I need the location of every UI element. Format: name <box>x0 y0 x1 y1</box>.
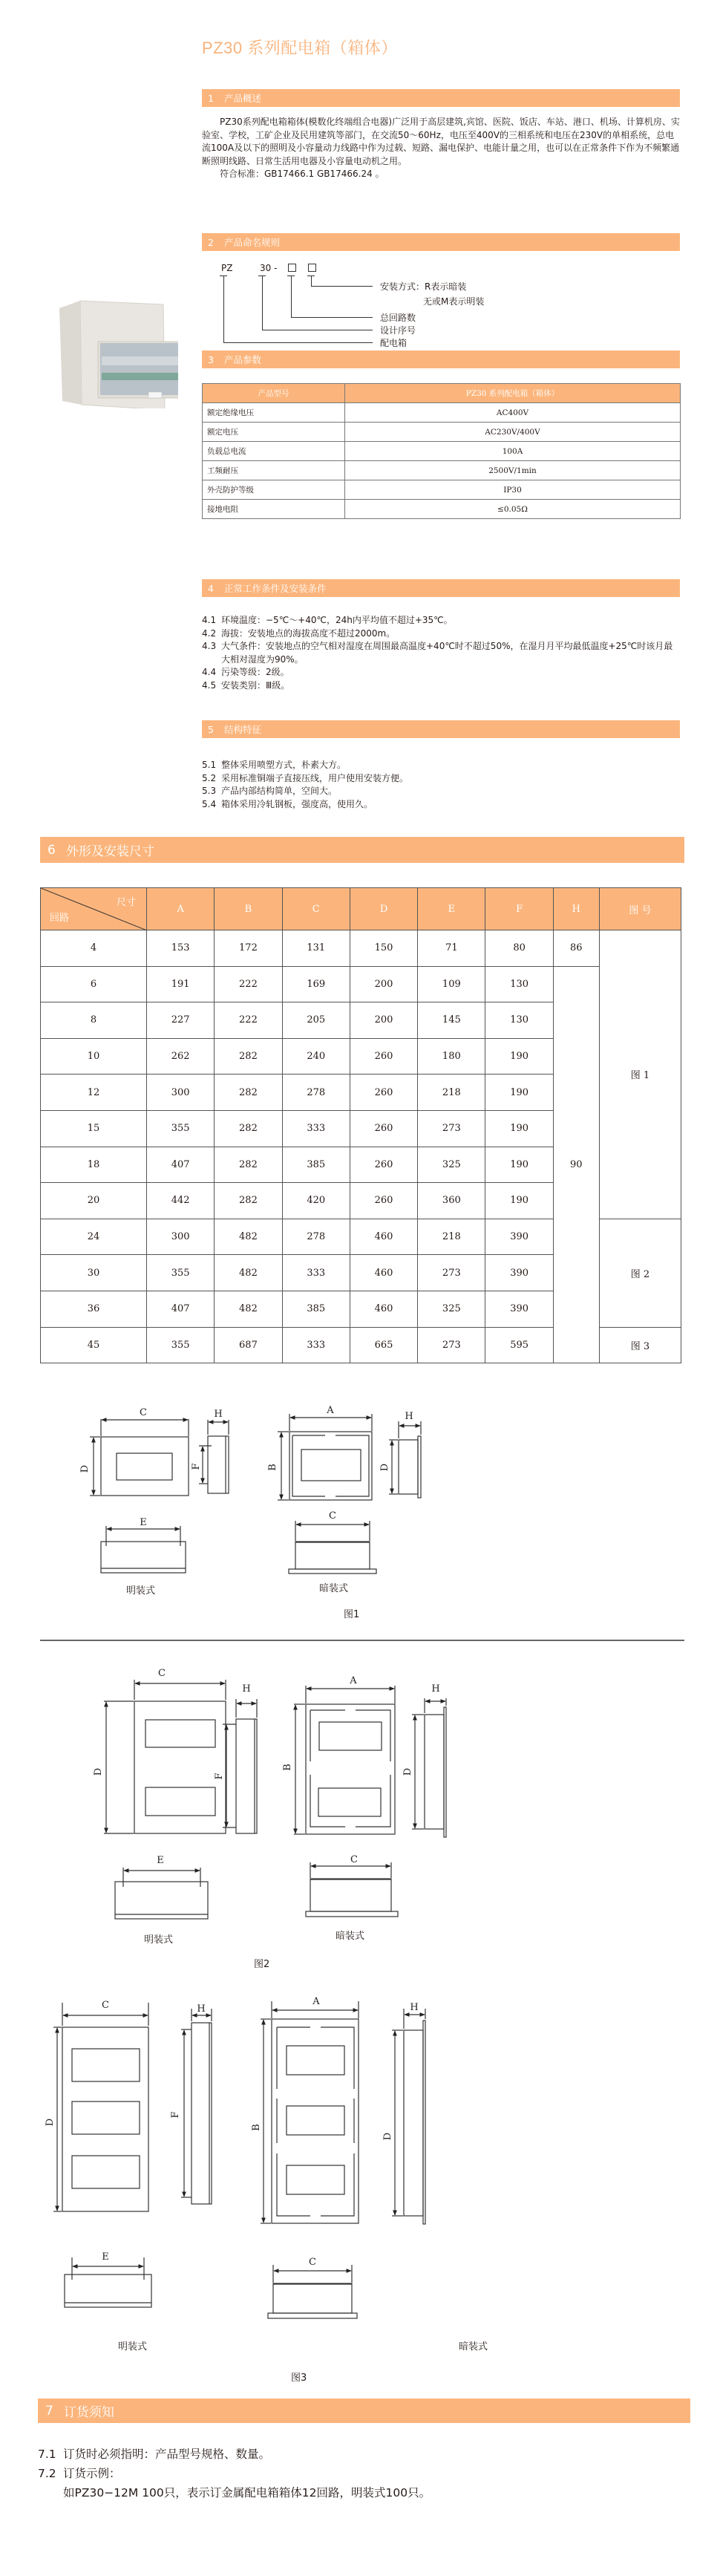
section-header-overview: 1 产品概述 <box>202 89 680 107</box>
h-value-90: 90 <box>553 966 599 1363</box>
flush-mount-label: 暗装式 <box>319 1583 349 1594</box>
svg-text:D: D <box>79 1464 91 1473</box>
table-row: 负载总电流 100A <box>203 442 681 461</box>
svg-text:A: A <box>350 1675 357 1686</box>
svg-text:C: C <box>329 1510 336 1522</box>
figure-ref-3: 图 3 <box>599 1327 681 1363</box>
figure-3-caption: 图3 <box>291 2373 307 2384</box>
page-title: PZ30 系列配电箱（箱体） <box>202 39 398 57</box>
svg-text:H: H <box>431 1683 440 1695</box>
section-title: 产品概述 <box>223 93 261 104</box>
table-row: 12 300 282 278 260 218 190 <box>41 1075 681 1111</box>
header-series: PZ30 系列配电箱（箱体） <box>345 384 681 403</box>
list-item: 5.1 整体采用喷塑方式，朴素大方。 <box>202 760 347 770</box>
header-b: B <box>215 888 282 930</box>
header-d: D <box>350 888 417 930</box>
surface-mount-label: 明装式 <box>118 2341 148 2352</box>
label-mount-type: 安装方式：R表示暗装 <box>380 281 467 292</box>
table-row: 24 300 482 278 460 218 390 图 2 <box>41 1219 681 1255</box>
svg-text:C: C <box>309 2257 316 2268</box>
table-row: 4 153 172 131 150 71 80 86 图 1 <box>41 930 681 967</box>
header-model: 产品型号 <box>203 384 345 403</box>
svg-text:H: H <box>214 1409 223 1420</box>
list-item: 7.1 订货时必须指明：产品型号规格、数量。 <box>38 2448 271 2461</box>
svg-text:A: A <box>312 1996 320 2007</box>
svg-text:E: E <box>157 1855 164 1866</box>
svg-text:E: E <box>140 1517 147 1528</box>
table-row: 8 227 222 205 200 145 130 <box>41 1002 681 1039</box>
svg-text:D: D <box>402 1767 413 1776</box>
table-row: 20 442 282 420 260 360 190 <box>41 1183 681 1219</box>
flush-mount-label: 暗装式 <box>336 1931 365 1942</box>
list-item: 7.2 订货示例： <box>38 2467 121 2480</box>
header-figure-no: 图 号 <box>599 888 681 930</box>
list-item: 4.1 环境温度：−5℃～+40℃，24h内平均值不超过+35℃。 <box>202 615 453 625</box>
table-row: 额定绝缘电压 AC400V <box>203 403 681 423</box>
header-h: H <box>553 888 599 930</box>
table-row: 10 262 282 240 260 180 190 <box>41 1038 681 1075</box>
standards-text: 符合标准：GB17466.1 GB17466.24 。 <box>220 169 384 179</box>
table-row: 额定电压 AC230V/400V <box>203 423 681 442</box>
svg-text:B: B <box>251 2124 262 2131</box>
table-row: 接地电阻 ≤0.05Ω <box>203 500 681 519</box>
ordering-list <box>38 2445 676 2502</box>
figure-2-caption: 图2 <box>254 1959 270 1970</box>
svg-text:C: C <box>102 2000 109 2011</box>
svg-text:H: H <box>405 1411 413 1422</box>
overview-paragraph: PZ30系列配电箱箱体(模数化终端组合电器)广泛用于高层建筑,宾馆、医院、饭店、车站、港口、机场、计算机房、实验室、学校，工矿企业及民用建筑等部门，在交流50～60Hz，电压至400V的三相系统和电压在230V的单相系统，总电流100A及以下的照明及小容量动力线路中作为过载、短路、漏电保护、电能计量之用，也可以在正常条件下作为不频繁通断照明线路、日常生活用电器及小容量电动机之用。 <box>202 117 680 166</box>
svg-text:C: C <box>140 1407 147 1418</box>
section-title: 产品参数 <box>223 354 261 365</box>
list-item: 4.3 大气条件：安装地点的空气相对湿度在周围最高温度+40℃时不超过50%，在湿月月平均最低温度+25℃时该月最大相对湿度为90%。 <box>202 641 673 665</box>
section-title: 产品命名规则 <box>223 237 280 248</box>
table-row: 30 355 482 333 460 273 390 <box>41 1255 681 1291</box>
svg-text:A: A <box>327 1405 334 1416</box>
table-row: 外壳防护等级 IP30 <box>203 480 681 500</box>
section-header-naming: 2 产品命名规则 <box>202 233 680 251</box>
table-row: 15 355 282 333 260 273 190 <box>41 1110 681 1147</box>
figure-ref-1: 图 1 <box>599 930 681 1219</box>
list-item: 5.2 采用标准铜端子直接压线，用户使用安装方便。 <box>202 772 409 783</box>
label-mount-surface: 无或M表示明装 <box>423 296 485 307</box>
section-title: 订货须知 <box>63 2405 114 2420</box>
svg-text:H: H <box>410 2002 419 2013</box>
list-item: 5.4 箱体采用冷轧钢板，强度高，使用久。 <box>202 798 373 809</box>
code-prefix: PZ <box>221 263 233 273</box>
table-row: 36 407 482 385 460 325 390 <box>41 1291 681 1327</box>
svg-text:F: F <box>214 1773 225 1780</box>
section-header-structure: 5 结构特征 <box>202 720 680 738</box>
svg-text:H: H <box>197 2003 206 2015</box>
section-title: 外形及安装尺寸 <box>65 844 154 859</box>
flush-mount-label: 暗装式 <box>459 2341 488 2352</box>
table-row: 6 191 222 169 200 109 130 90 <box>41 966 681 1002</box>
header-f: F <box>485 888 553 930</box>
svg-text:F: F <box>191 1463 202 1470</box>
label-distribution-box: 配电箱 <box>380 338 408 348</box>
section-header-ordering: 7 订货须知 <box>38 2399 690 2423</box>
header-a: A <box>147 888 215 930</box>
table-row: 18 407 282 385 260 325 190 <box>41 1147 681 1183</box>
code-series: 30 - <box>260 263 278 273</box>
figure-1-caption: 图1 <box>344 1609 360 1620</box>
list-item: 4.5 安装类别：Ⅲ级。 <box>202 679 290 691</box>
section-title: 正常工作条件及安装条件 <box>223 583 327 594</box>
list-item: 如PZ30−12M 100只，表示订金属配电箱箱体12回路，明装式100只。 <box>63 2486 431 2500</box>
surface-mount-label: 明装式 <box>126 1585 156 1597</box>
section-header-dimensions: 6 外形及安装尺寸 <box>40 837 684 863</box>
svg-text:C: C <box>350 1854 358 1865</box>
list-item: 5.3 产品内部结构简单，空间大。 <box>202 786 338 796</box>
header-c: C <box>282 888 350 930</box>
list-item: 4.2 海拔：安装地点的海拔高度不超过2000m。 <box>202 627 396 639</box>
label-design-number: 设计序号 <box>380 325 416 336</box>
section-header-conditions: 4 正常工作条件及安装条件 <box>202 579 680 597</box>
section-title: 结构特征 <box>223 724 261 735</box>
svg-text:F: F <box>170 2111 181 2119</box>
section-header-params: 3 产品参数 <box>202 350 680 368</box>
label-total-circuits: 总回路数 <box>380 313 416 323</box>
table-row: 45 355 687 333 665 273 595 图 3 <box>41 1327 681 1363</box>
svg-text:D: D <box>379 1463 390 1472</box>
svg-text:D: D <box>45 2118 56 2127</box>
svg-text:C: C <box>158 1668 166 1679</box>
svg-text:H: H <box>242 1683 251 1695</box>
header-e: E <box>418 888 485 930</box>
svg-text:B: B <box>267 1464 278 1471</box>
list-item: 4.4 污染等级：2级。 <box>202 667 289 677</box>
corner-header-cell: 尺寸 回路 <box>41 888 147 930</box>
svg-text:B: B <box>282 1764 293 1771</box>
h-value-86: 86 <box>553 930 599 967</box>
surface-mount-label: 明装式 <box>144 1934 174 1946</box>
table-row: 工频耐压 2500V/1min <box>203 461 681 480</box>
figure-ref-2: 图 2 <box>599 1219 681 1327</box>
svg-text:E: E <box>102 2251 109 2263</box>
svg-text:D: D <box>93 1767 104 1776</box>
svg-text:D: D <box>382 2132 393 2141</box>
